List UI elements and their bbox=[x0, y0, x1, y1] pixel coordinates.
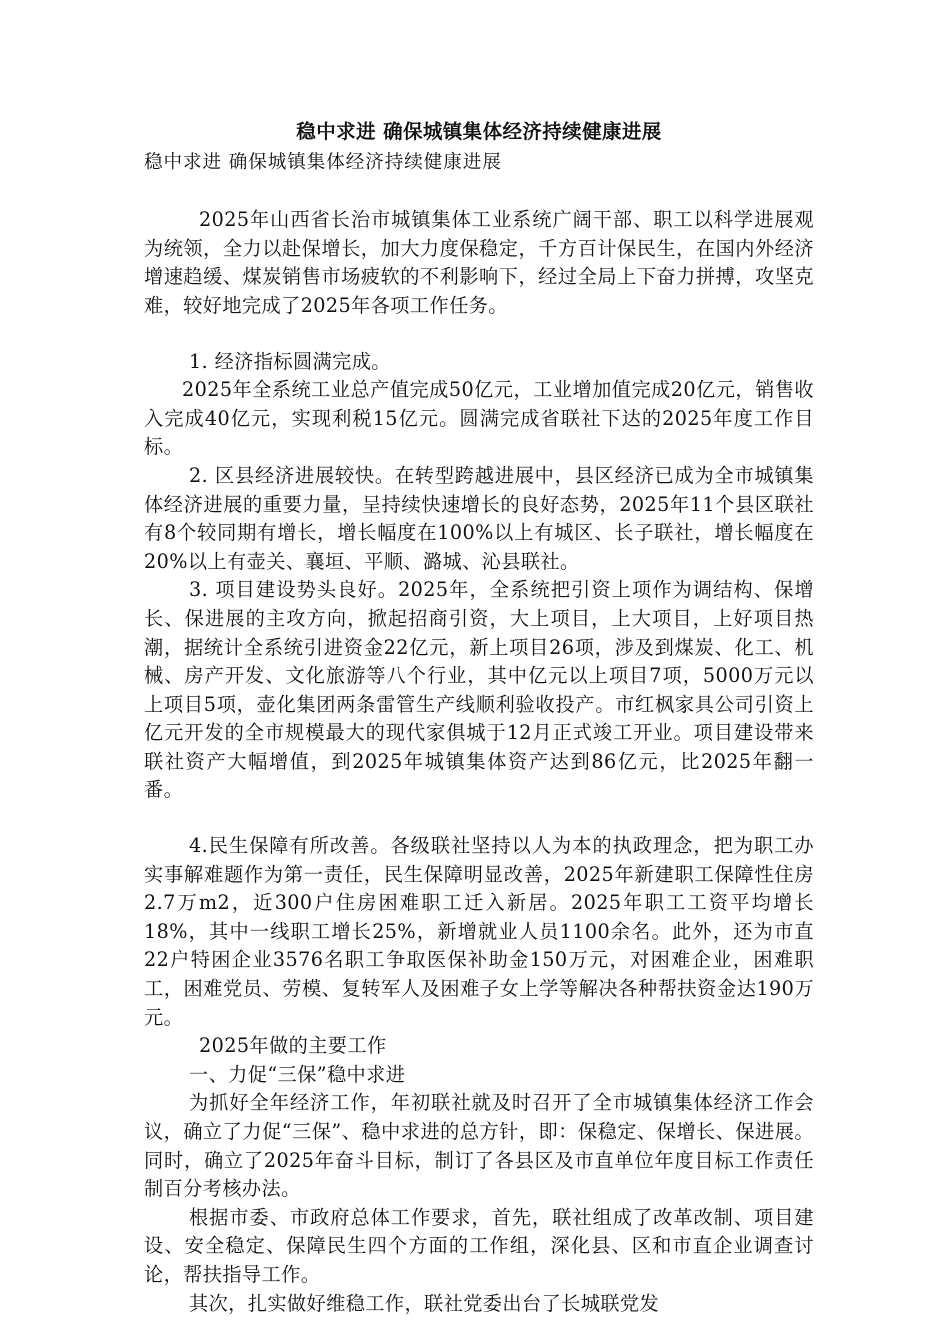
section-3-paragraph: 3. 项目建设势头良好。2025年，全系统把引资上项作为调结构、保增长、保进展的主攻方向，掀起招商引资，大上项目，上大项目，上好项目热潮，据统计全系统引进资金22亿元，新上项目26项，涉及到煤炭、化工、机械、房产开发、文化旅游等八个行业，其中亿元以上项目7项，5000万元以上项目5项，壶化集团两条雷管生产线顺利验收投产。市红枫家具公司引资上亿元开发的全市规模最大的现代家俱城于12月正式竣工开业。项目建设带来联社资产大幅增值，到2025年城镇集体资产达到86亿元，比2025年翻一番。 bbox=[144, 578, 814, 802]
intro-paragraph: 2025年山西省长治市城镇集体工业系统广阔干部、职工以科学进展观为统领，全力以赴保增长，加大力度保稳定，千方百计保民生，在国内外经济增速趋缓、煤炭销售市场疲软的不利影响下，经过全局上下奋力拼搏，攻坚克难，较好地完成了2025年各项工作任务。 bbox=[144, 208, 814, 317]
section-1-heading: 1. 经济指标圆满完成。 bbox=[189, 349, 391, 373]
part-1-heading: 一、力促“三保”稳中求进 bbox=[189, 1062, 406, 1086]
part-1-paragraph-1: 为抓好全年经济工作，年初联社就及时召开了全市城镇集体经济工作会议，确立了力促“三保”、稳中求进的总方针，即：保稳定、保增长、保进展。同时，确立了2025年奋斗目标，制订了各县区及市直单位年度目标工作责任制百分考核办法。 bbox=[144, 1091, 814, 1201]
document-title: 稳中求进 确保城镇集体经济持续健康进展 bbox=[296, 120, 662, 143]
document-subtitle: 稳中求进 确保城镇集体经济持续健康进展 bbox=[144, 151, 502, 173]
part-1-paragraph-2: 根据市委、市政府总体工作要求，首先，联社组成了改革改制、项目建设、安全稳定、保障民生四个方面的工作组，深化县、区和市直企业调查讨论，帮扶指导工作。 bbox=[144, 1205, 814, 1286]
main-work-heading: 2025年做的主要工作 bbox=[199, 1034, 387, 1058]
section-4-paragraph: 4.民生保障有所改善。各级联社坚持以人为本的执政理念，把为职工办实事解难题作为第一责任，民生保障明显改善，2025年新建职工保障性住房2.7万m2，近300户住房困难职工迁入新居。2025年职工工资平均增长18%，其中一线职工增长25%，新增就业人员1100余名。此外，还为市直22户特困企业3576名职工争取医保补助金150万元，对困难企业，困难职工，困难党员、劳模、复转军人及困难子女上学等解决各种帮扶资金达190万元。 bbox=[144, 834, 814, 1029]
section-1-body: 2025年全系统工业总产值完成50亿元，工业增加值完成20亿元，销售收入完成40亿元，实现利税15亿元。圆满完成省联社下达的2025年度工作目标。 bbox=[144, 378, 814, 459]
part-1-paragraph-3: 其次，扎实做好维稳工作，联社党委出台了长城联党发 bbox=[189, 1291, 660, 1315]
section-2-paragraph: 2. 区县经济进展较快。在转型跨越进展中，县区经济已成为全市城镇集体经济进展的重要力量，呈持续快速增长的良好态势，2025年11个县区联社有8个较同期有增长，增长幅度在100%以上有城区、长子联社，增长幅度在20%以上有壶关、襄垣、平顺、潞城、沁县联社。 bbox=[144, 463, 814, 573]
document-page bbox=[144, 118, 814, 1318]
